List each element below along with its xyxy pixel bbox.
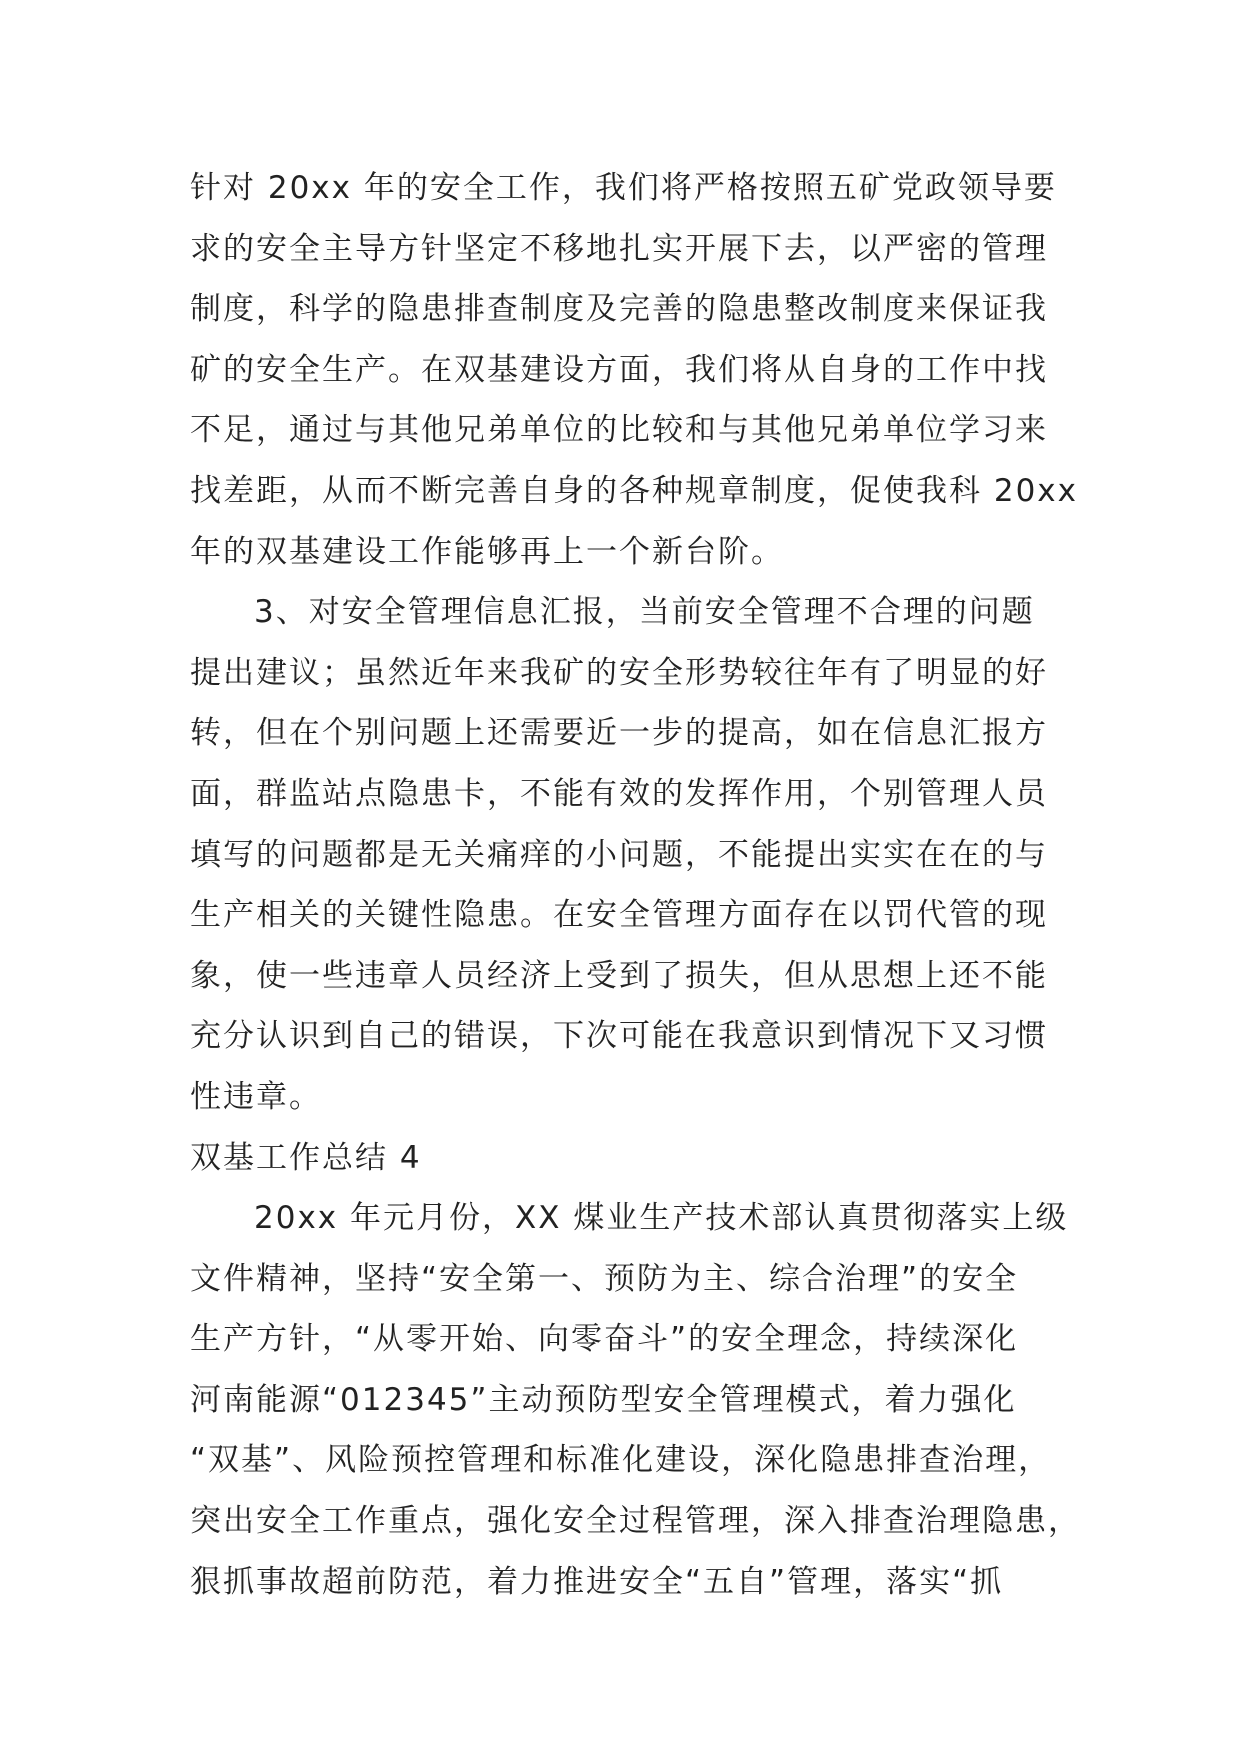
paragraph-line: 象，使一些违章人员经济上受到了损失，但从思想上还不能 (190, 957, 1048, 994)
paragraph-line: 制度，科学的隐患排查制度及完善的隐患整改制度来保证我 (190, 291, 1048, 328)
paragraph-line: 生产相关的关键性隐患。在安全管理方面存在以罚代管的现 (190, 897, 1048, 934)
paragraph-line: 提出建议；虽然近年来我矿的安全形势较往年有了明显的好 (190, 654, 1048, 691)
paragraph-line: 突出安全工作重点，强化安全过程管理，深入排查治理隐患， (190, 1503, 1081, 1540)
document-body (190, 158, 1081, 1612)
paragraph-line: 3、对安全管理信息汇报，当前安全管理不合理的问题 (254, 594, 1035, 631)
paragraph-line: 年的双基建设工作能够再上一个新台阶。 (190, 533, 784, 570)
paragraph-line: 填写的问题都是无关痛痒的小问题，不能提出实实在在的与 (190, 836, 1048, 873)
paragraph-line: 生产方针，“从零开始、向零奋斗”的安全理念，持续深化 (190, 1321, 1019, 1358)
paragraph-line: 找差距，从而不断完善自身的各种规章制度，促使我科 20xx (190, 472, 1078, 509)
paragraph-line: “双基”、风险预控管理和标准化建设，深化隐患排查治理， (190, 1442, 1052, 1479)
paragraph-2 (190, 582, 1050, 1127)
paragraph-line: 转，但在个别问题上还需要近一步的提高，如在信息汇报方 (190, 715, 1048, 752)
paragraph-line: 性违章。 (190, 1078, 322, 1115)
paragraph-line: 狠抓事故超前防范，着力推进安全“五自”管理，落实“抓 (190, 1563, 1004, 1600)
paragraph-line: 充分认识到自己的错误，下次可能在我意识到情况下又习惯 (190, 1018, 1048, 1055)
paragraph-line: 面，群监站点隐患卡，不能有效的发挥作用，个别管理人员 (190, 775, 1048, 812)
paragraph-line: 河南能源“012345”主动预防型安全管理模式，着力强化 (190, 1381, 1017, 1418)
paragraph-1 (190, 158, 1078, 582)
paragraph-line: 不足，通过与其他兄弟单位的比较和与其他兄弟单位学习来 (190, 412, 1048, 449)
paragraph-line: 文件精神，坚持“安全第一、预防为主、综合治理”的安全 (190, 1260, 1019, 1297)
paragraph-line: 20xx 年元月份，XX 煤业生产技术部认真贯彻落实上级 (254, 1200, 1069, 1237)
paragraph-3 (190, 1188, 1081, 1612)
paragraph-line: 针对 20xx 年的安全工作，我们将严格按照五矿党政领导要 (190, 170, 1057, 206)
paragraph-line: 求的安全主导方针坚定不移地扎实开展下去，以严密的管理 (190, 230, 1048, 267)
section-heading: 双基工作总结 4 (190, 1139, 422, 1176)
paragraph-line: 矿的安全生产。在双基建设方面，我们将从自身的工作中找 (190, 351, 1048, 388)
